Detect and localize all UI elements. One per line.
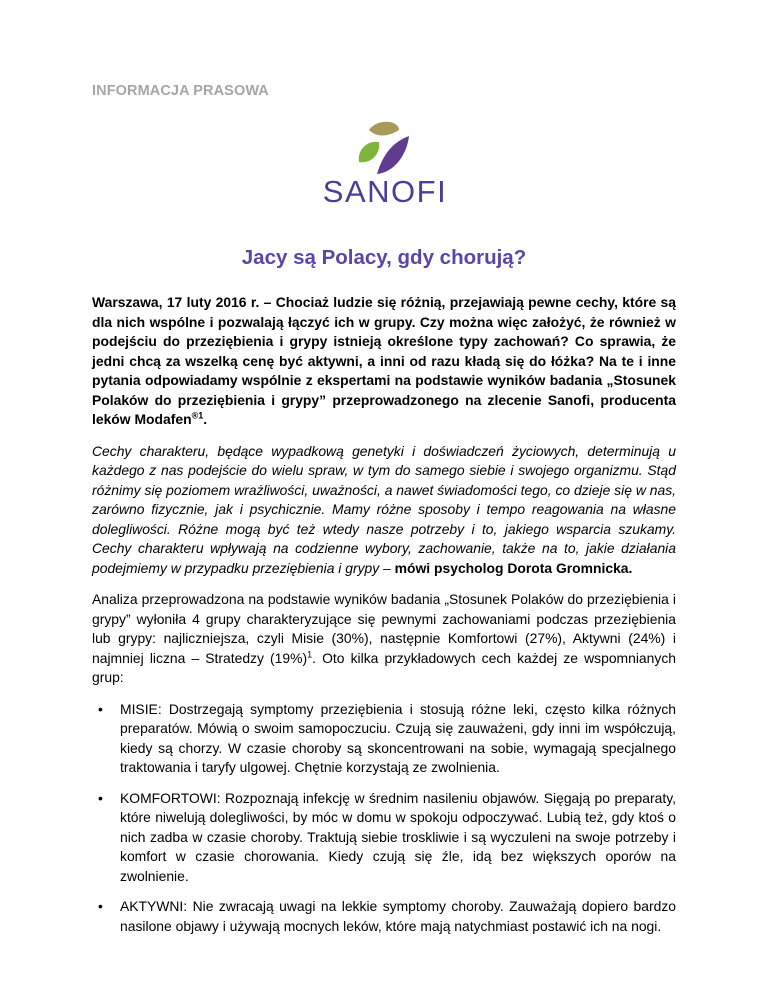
sanofi-logo bbox=[320, 120, 450, 210]
group-text: KOMFORTOWI: Rozpoznają infekcję w średnim nasileniu objawów. Sięgają po preparaty, które niwelują dolegliwości, by móc w domu w spokoju odpoczywać. Lubią też, gdy ktoś o nich zadba w czasie choroby. Traktują siebie troskliwie i są wyczuleni na swoje potrzeby i komfort w czasie chorowania. Kiedy czują się źle, idą bez większych oporów na zwolnienie. bbox=[120, 789, 676, 884]
article-body bbox=[92, 293, 676, 947]
groups-list bbox=[92, 700, 676, 937]
bullet-icon: • bbox=[98, 898, 103, 914]
list-item bbox=[98, 789, 676, 887]
press-release-label: INFORMACJA PRASOWA bbox=[92, 83, 269, 99]
bullet-icon: • bbox=[98, 700, 103, 717]
quote-text: Cechy charakteru, będące wypadkową genetyki i doświadczeń życiowych, determinują u każdego z nas podejście do wielu spraw, w tym do samego siebie i swojego organizmu. Stąd różnimy się poziomem wrażliwości, uważności, a nawet świadomości tego, co dzieje się w nas, zarówno fizycznie, jak i psychicznie. Mamy różne sposoby i tempo reagowania na własne dolegliwości. Różne mogą być też wtedy nasze potrzeby i to, jakiego wsparcia szukamy. Cechy charakteru wpływają na codzienne wybory, zachowanie, także na to, jakie działania podejmiemy w przypadku przeziębienia i grypy – bbox=[92, 442, 676, 576]
lead-end: . bbox=[203, 411, 208, 427]
quote-attribution: mówi psycholog Dorota Gromnicka. bbox=[394, 559, 633, 576]
list-item bbox=[98, 897, 676, 936]
analysis-end: . Oto kilka przykładowych cech każdej ze wspomnianych grup: bbox=[92, 649, 676, 685]
quote-paragraph bbox=[92, 442, 676, 579]
group-text: MISIE: Dostrzegają symptomy przeziębienia i stosują różne leki, często kilka różnych preparatów. Mówią o swoim samopoczuciu. Czują się zauważeni, gdy inni im współczują, kiedy są chorzy. W czasie choroby są skoncentrowani na sobie, wymagają specjalnego traktowania i taryfy ulgowej. Chętnie korzystają ze zwolnienia. bbox=[120, 700, 676, 775]
list-item bbox=[98, 700, 676, 778]
page-title: Jacy są Polacy, gdy chorują? bbox=[241, 246, 527, 269]
footnote-marker: 1 bbox=[307, 648, 313, 659]
analysis-text: Analiza przeprowadzona na podstawie wyników badania „Stosunek Polaków do przeziębienia i grypy” wyłoniła 4 grupy charakteryzujące się pewnymi zachowaniami podczas przeziębienia lub grypy: najliczniejsza, czyli Misie (30%), następnie Komfortowi (27%), Aktywni (24%) i najmniej liczna – Stratedzy (19%) bbox=[92, 591, 676, 666]
lead-paragraph bbox=[92, 293, 676, 430]
analysis-paragraph bbox=[92, 590, 676, 688]
sanofi-wordmark: SANOFI bbox=[322, 174, 448, 209]
group-text: AKTYWNI: Nie zwracają uwagi na lekkie symptomy choroby. Zauważają dopiero bardzo nasilone objawy i używają mocnych leków, które mają natychmiast postawić ich na nogi. bbox=[120, 898, 676, 934]
sanofi-bird-icon bbox=[355, 120, 415, 176]
footnote-marker: ®1 bbox=[191, 410, 204, 421]
bullet-icon: • bbox=[98, 789, 103, 806]
lead-text: Warszawa, 17 luty 2016 r. – Chociaż ludzie się różnią, przejawiają pewne cechy, które są dla nich wspólne i pozwalają łączyć ich w grupy. Czy można więc założyć, że również w podejściu do przeziębienia i grypy istnieją określone typy zachowań? Co sprawia, że jedni chcą za wszelką cenę być aktywni, a inni od razu kładą się do łóżka? Na te i inne pytania odpowiadamy wspólnie z ekspertami na podstawie wyników badania „Stosunek Polaków do przeziębienia i grypy” przeprowadzonego na zlecenie Sanofi, producenta leków Modafen bbox=[92, 294, 676, 427]
